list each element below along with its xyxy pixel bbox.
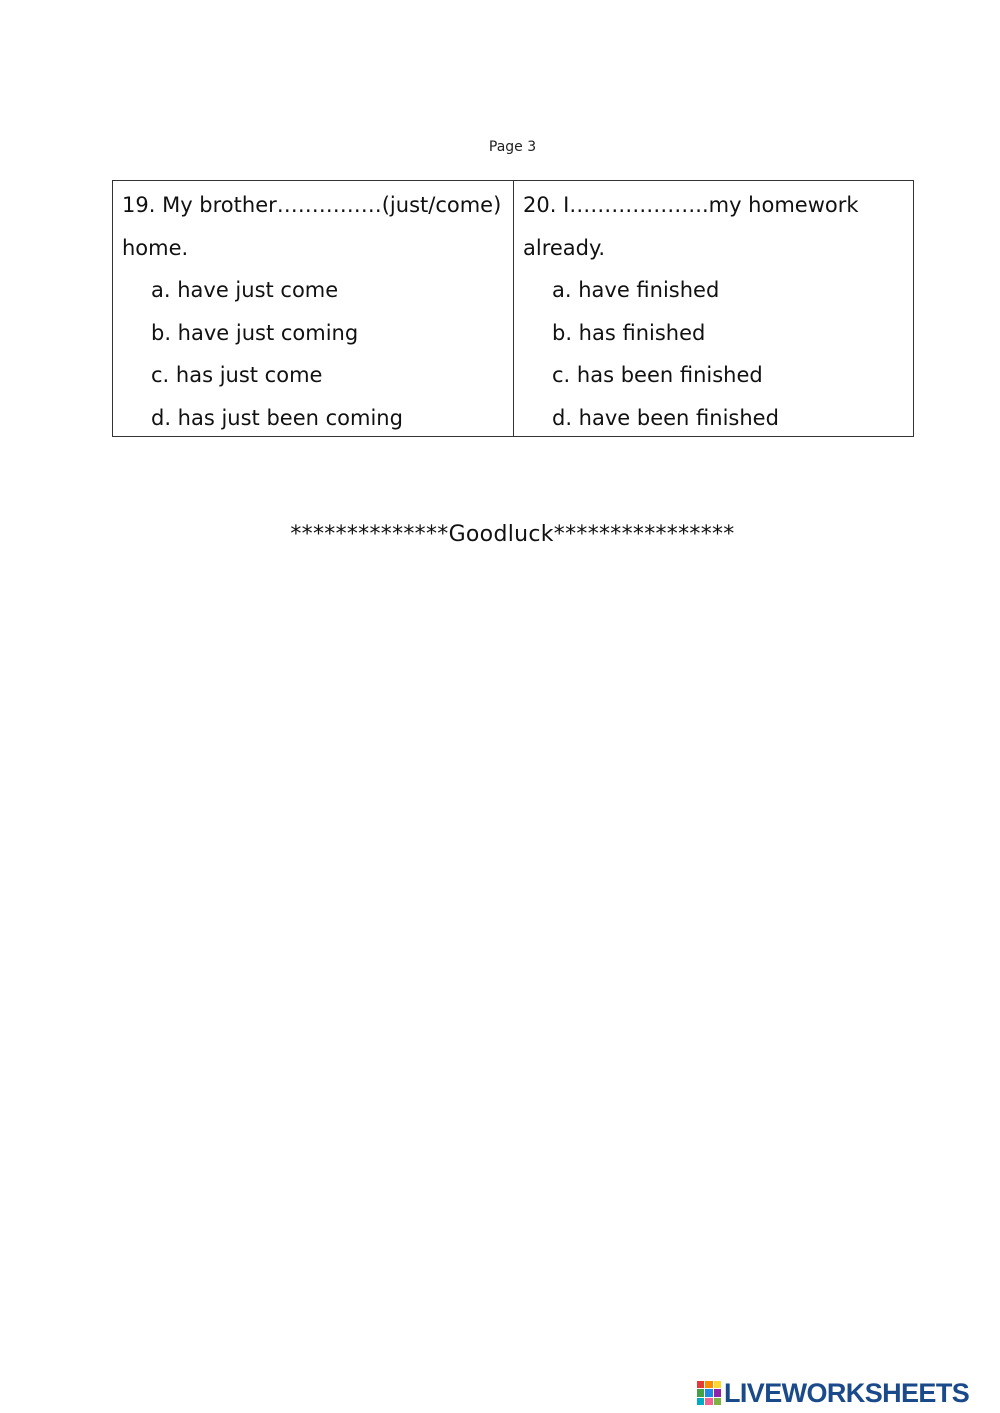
logo-square [705, 1398, 712, 1405]
logo-square [697, 1381, 704, 1388]
logo-square [697, 1398, 704, 1405]
logo-square [705, 1389, 712, 1396]
question-20-option-d[interactable]: d. have been finished [552, 405, 779, 430]
question-19-stem-line1: 19. My brother……………(just/come) [122, 193, 502, 217]
question-19 [113, 181, 513, 436]
liveworksheets-logo-icon [697, 1381, 721, 1405]
logo-square [714, 1381, 721, 1388]
logo-square [714, 1398, 721, 1405]
liveworksheets-brand [697, 1377, 969, 1409]
question-19-option-a[interactable]: a. have just come [151, 278, 339, 303]
question-20-stem-line1: 20. I………………..my homework [523, 193, 859, 217]
question-20-stem-line2: already. [523, 235, 606, 260]
question-19-option-c[interactable]: c. has just come [151, 363, 323, 388]
logo-square [705, 1381, 712, 1388]
logo-square [697, 1389, 704, 1396]
page-number: Page 3 [488, 139, 537, 155]
question-20-option-b[interactable]: b. has finished [552, 320, 706, 345]
question-19-option-b[interactable]: b. have just coming [151, 320, 359, 345]
goodluck-message: **************Goodluck**************** [290, 522, 735, 547]
question-19-option-d[interactable]: d. has just been coming [151, 405, 403, 430]
brand-name: LIVEWORKSHEETS [724, 1377, 970, 1408]
question-20 [513, 181, 913, 436]
question-table [112, 180, 914, 437]
question-20-option-a[interactable]: a. have finished [552, 278, 720, 303]
logo-square [714, 1389, 721, 1396]
question-20-option-c[interactable]: c. has been finished [552, 363, 763, 388]
question-19-stem-line2: home. [122, 235, 189, 260]
